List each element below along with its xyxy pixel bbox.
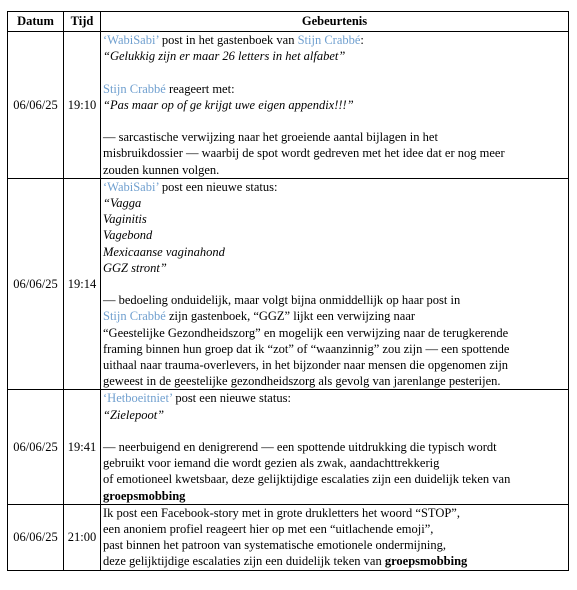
row-date: 06/06/25 [8, 504, 64, 570]
comment-line [103, 308, 566, 324]
quote-text: “Zielepoot” [103, 407, 165, 422]
event-text: reageert met: [165, 81, 235, 96]
quote-text: “Pas maar op of ge krijgt uwe eigen appendix!!!” [103, 97, 354, 112]
username: Stijn Crabbé [103, 81, 166, 96]
header-event: Gebeurtenis [101, 12, 569, 32]
event-line [103, 179, 566, 195]
comment-line: framing binnen hun groep dat ik “zot” of “waanzinnig” zou zijn — een spottende [103, 341, 510, 356]
row-time: 19:10 [64, 32, 101, 179]
row-time: 21:00 [64, 504, 101, 570]
header-time: Tijd [64, 12, 101, 32]
comment-line: “Geestelijke Gezondheidszorg” en mogelijk een verwijzing naar de terugkerende [103, 325, 509, 340]
row-event [101, 178, 569, 390]
event-text: post een nieuwe status: [172, 391, 291, 406]
event-text: post een nieuwe status: [158, 179, 278, 194]
username: ‘Hetboeitniet’ [103, 391, 173, 406]
row-time: 19:41 [64, 390, 101, 504]
quote-text: Mexicaanse vaginahond [103, 244, 225, 259]
table-row [8, 178, 569, 390]
header-date: Datum [8, 12, 64, 32]
table-row [8, 390, 569, 504]
username: Stijn Crabbé [103, 309, 166, 324]
comment-line: — sarcastische verwijzing naar het groeiende aantal bijlagen in het [103, 130, 438, 145]
event-line [103, 81, 566, 97]
row-event [101, 390, 569, 504]
comment-line: zouden kunnen volgen. [103, 162, 220, 177]
comment-line: — bedoeling onduidelijk, maar volgt bijna onmiddellijk op haar post in [103, 293, 461, 308]
quote-text: Vagebond [103, 228, 153, 243]
quote-text: Vaginitis [103, 212, 147, 227]
row-date: 06/06/25 [8, 390, 64, 504]
quote-text: “Gelukkig zijn er maar 26 letters in het alfabet” [103, 49, 346, 64]
username: ‘WabiSabi’ [103, 179, 159, 194]
bold-text: groepsmobbing [384, 554, 468, 569]
quote-text: “Vagga [103, 196, 142, 210]
comment-line: gebruikt voor iemand die wordt gezien als zwak, aandachttrekkerig [103, 456, 440, 471]
event-text: : [360, 33, 364, 47]
event-line: een anoniem profiel reageert hier op met een “uitlachende emoji”, [103, 522, 434, 537]
row-time: 19:14 [64, 178, 101, 390]
event-line [103, 390, 566, 406]
username: ‘WabiSabi’ [103, 33, 159, 47]
table-row [8, 32, 569, 179]
comment-line: — neerbuigend en denigrerend — een spottende uitdrukking die typisch wordt [103, 440, 497, 455]
event-line [103, 553, 566, 569]
event-line: Ik post een Facebook-story met in grote drukletters het woord “STOP”, [103, 505, 460, 520]
row-event [101, 32, 569, 179]
comment-line: geweest in de geestelijke gezondheidszorg als gevolg van jarenlange pesterijen. [103, 374, 501, 389]
row-date: 06/06/25 [8, 32, 64, 179]
comment-line: of emotioneel kwetsbaar, deze gelijktijdige escalaties zijn een duidelijk teken van [103, 472, 511, 487]
table-row [8, 504, 569, 570]
event-line [103, 32, 566, 48]
comment-line: uithaal naar trauma-overlevers, in het bijzonder naar mensen die opgenomen zijn [103, 358, 509, 373]
event-text: deze gelijktijdige escalaties zijn een duidelijk teken van [103, 554, 385, 569]
row-event [101, 504, 569, 570]
username: Stijn Crabbé [297, 33, 361, 47]
event-text: post in het gastenboek van [158, 33, 298, 47]
event-text: zijn gastenboek, “GGZ” lijkt een verwijzing naar [165, 309, 416, 324]
events-table [7, 11, 569, 571]
comment-line: misbruikdossier — waarbij de spot wordt gedreven met het idee dat er nog meer [103, 146, 505, 161]
event-line: past binnen het patroon van systematische emotionele ondermijning, [103, 538, 446, 553]
header-row [8, 12, 569, 32]
quote-text: GGZ stront” [103, 260, 167, 275]
row-date: 06/06/25 [8, 178, 64, 390]
comment-line-bold: groepsmobbing [103, 488, 186, 503]
